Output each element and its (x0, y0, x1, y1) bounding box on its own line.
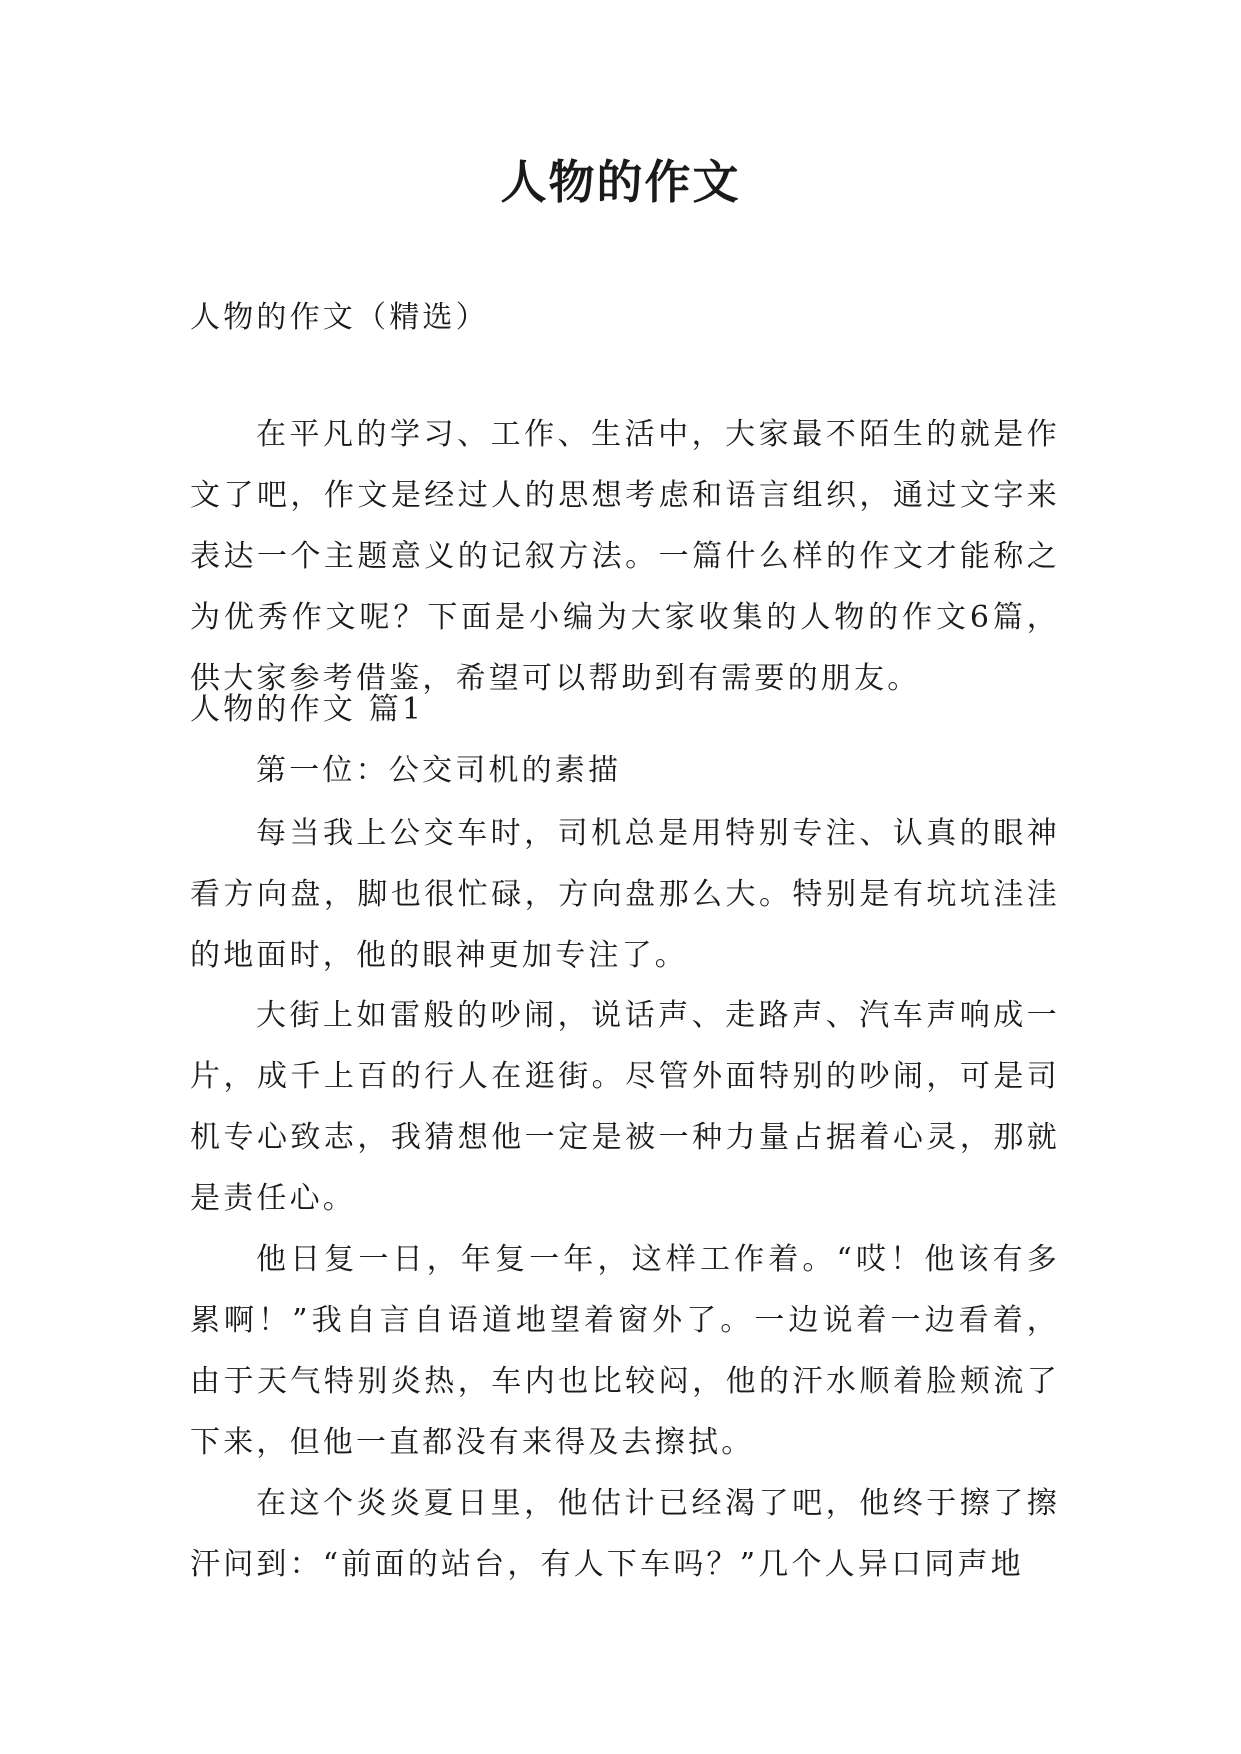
paragraph-3: 大街上如雷般的吵闹，说话声、走路声、汽车声响成一片，成千上百的行人在逛街。尽管外面特别的吵闹，可是司机专心致志，我猜想他一定是被一种力量占据着心灵，那就是责任心。 (190, 998, 1060, 1216)
paragraph-4: 他日复一日，年复一年，这样工作着。“哎！他该有多累啊！”我自言自语道地望着窗外了。一边说着一边看着，由于天气特别炎热，车内也比较闷，他的汗水顺着脸颊流了下来，但他一直都没有来得及去擦拭。 (190, 1242, 1060, 1460)
paragraph-2: 每当我上公交车时，司机总是用特别专注、认真的眼神看方向盘，脚也很忙碌，方向盘那么大。特别是有坑坑洼洼的地面时，他的眼神更加专注了。 (190, 816, 1060, 973)
page-title: 人物的作文 (500, 155, 741, 209)
section-heading: 人物的作文 篇1 (190, 692, 425, 727)
paragraph-5: 在这个炎炎夏日里，他估计已经渴了吧，他终于擦了擦汗问到：“前面的站台，有人下车吗？”几个人异口同声地 (190, 1486, 1060, 1582)
intro-paragraph: 在平凡的学习、工作、生活中，大家最不陌生的就是作文了吧，作文是经过人的思想考虑和语言组织，通过文字来表达一个主题意义的记叙方法。一篇什么样的作文才能称之为优秀作文呢？下面是小编为大家收集的人物的作文6篇，供大家参考借鉴，希望可以帮助到有需要的朋友。 (190, 417, 1060, 696)
document-subtitle: 人物的作文（精选） (190, 300, 489, 335)
paragraph-1: 第一位：公交司机的素描 (256, 753, 622, 788)
